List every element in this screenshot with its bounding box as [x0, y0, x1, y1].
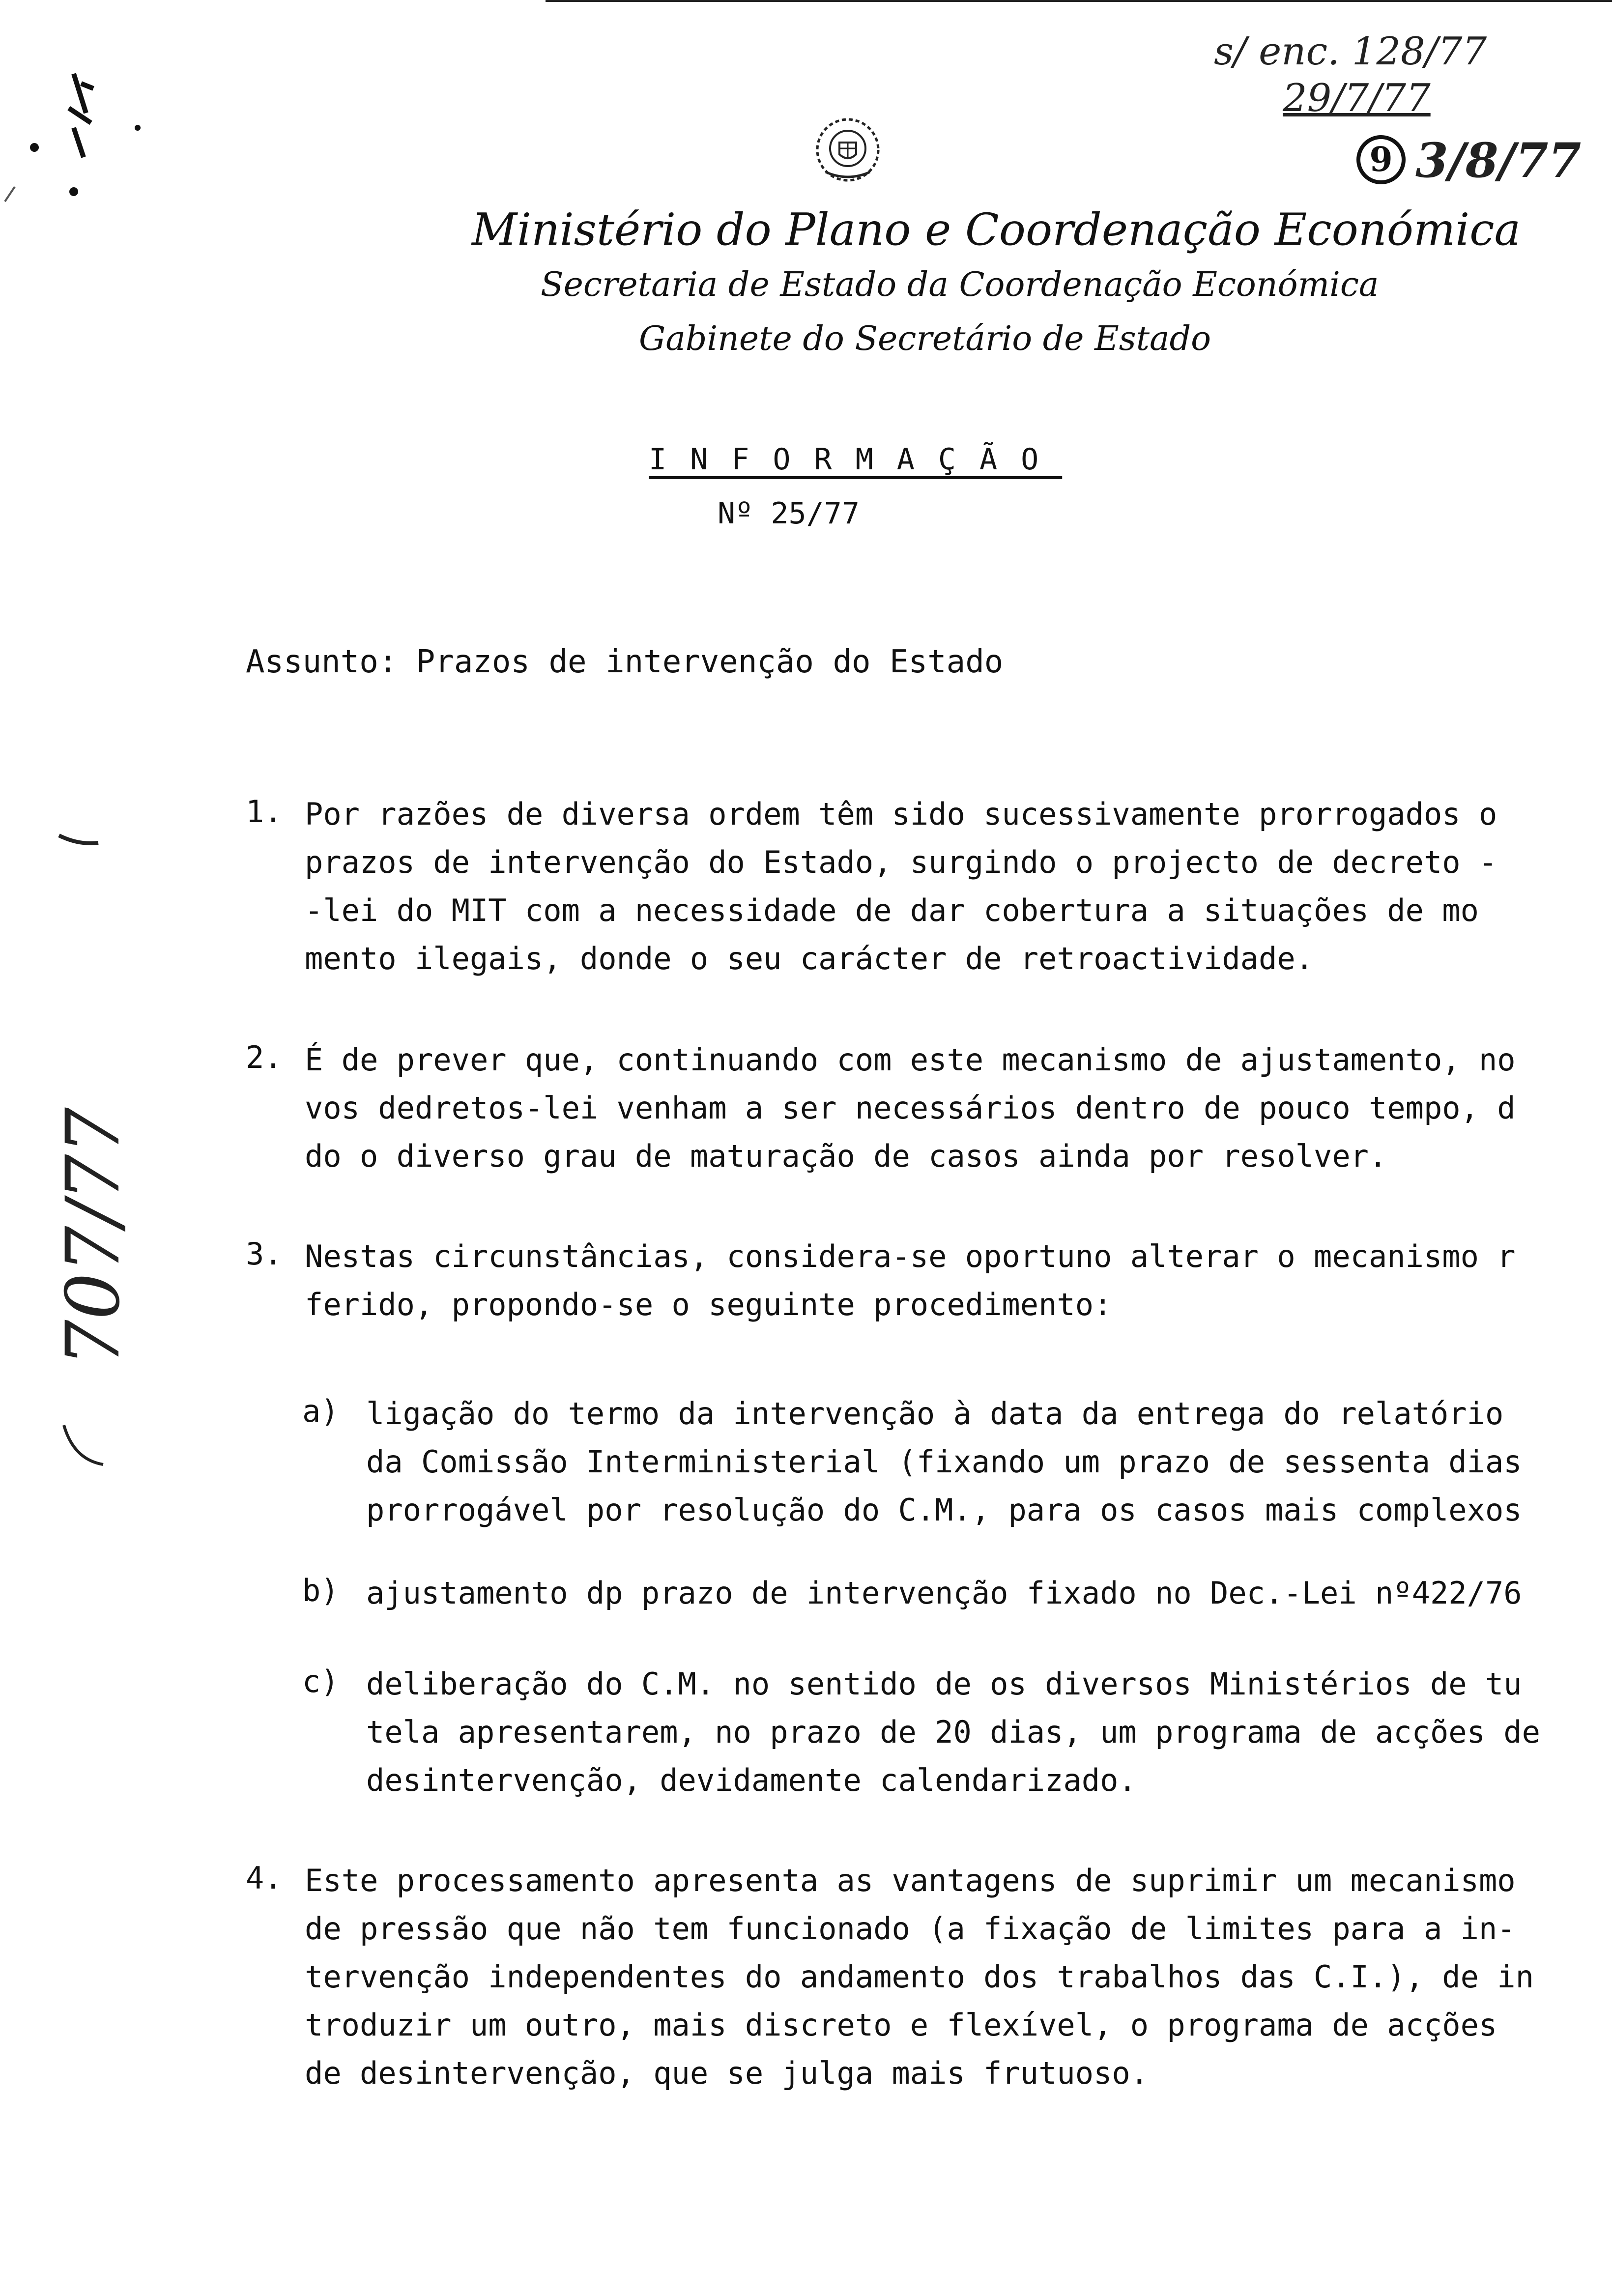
document-title: INFORMAÇÃO [649, 442, 1063, 477]
coat-of-arms-seal [811, 113, 885, 187]
letterhead-cabinet: Gabinete do Secretário de Estado [639, 319, 1211, 358]
paragraph-2-line: vos dedretos-lei venham a ser necessários dentro de pouco tempo, d [305, 1090, 1516, 1126]
scan-edge-marks [0, 0, 147, 206]
subitem-a-line: prorrogável por resolução do C.M., para os casos mais complexos [366, 1492, 1522, 1528]
paragraph-3-number: 3. [246, 1236, 283, 1272]
letterhead-secretariat: Secretaria de Estado da Coordenação Económica [541, 265, 1379, 304]
paragraph-1-line: prazos de intervenção do Estado, surgindo o projecto de decreto - [305, 844, 1497, 880]
subitem-c-line: desintervenção, devidamente calendarizado. [366, 1762, 1137, 1798]
paragraph-4 [305, 1857, 1534, 2097]
subitem-c-line: tela apresentarem, no prazo de 20 dias, um programa de acções de [366, 1714, 1540, 1750]
paragraph-1-line: Por razões de diversa ordem têm sido sucessivamente prorrogados o [305, 796, 1497, 832]
subitem-c [366, 1660, 1540, 1805]
subitem-a-line: da Comissão Interministerial (fixando um prazo de sessenta dias [366, 1444, 1522, 1480]
letterhead-ministry: Ministério do Plano e Coordenação Económica [472, 204, 1521, 256]
paragraph-1-number: 1. [246, 794, 283, 830]
paragraph-4-line: Este processamento apresenta as vantagens de suprimir um mecanismo [305, 1863, 1516, 1898]
paragraph-2-line: do o diverso grau de maturação de casos ainda por resolver. [305, 1138, 1387, 1174]
paragraph-1-line: -lei do MIT com a necessidade de dar cobertura a situações de mo [305, 892, 1479, 928]
paragraph-4-line: tervenção independentes do andamento dos trabalhos das C.I.), de in [305, 1959, 1534, 1995]
paragraph-2-line: É de prever que, continuando com este mecanismo de ajustamento, no [305, 1042, 1516, 1078]
subitem-b-line: ajustamento dp prazo de intervenção fixado no Dec.-Lei nº422/76 [366, 1575, 1522, 1611]
paragraph-2 [305, 1036, 1516, 1180]
circled-number: 9 [1356, 135, 1406, 184]
subitem-a [366, 1390, 1522, 1534]
margin-dash-mark [54, 831, 103, 850]
handwritten-date: 29/7/77 [1283, 76, 1431, 120]
subitem-b [366, 1569, 1522, 1617]
subitem-b-label: b) [302, 1573, 339, 1608]
handwritten-stamp-date: 3/8/77 [1415, 133, 1582, 188]
paragraph-1 [305, 790, 1497, 983]
subitem-c-line: deliberação do C.M. no sentido de os diversos Ministérios de tu [366, 1666, 1522, 1702]
subitem-a-line: ligação do termo da intervenção à data da entrega do relatório [366, 1396, 1504, 1432]
margin-handwritten-number: 707/77 [51, 1107, 136, 1367]
paragraph-3-line: Nestas circunstâncias, considera-se oportuno alterar o mecanismo r [305, 1238, 1516, 1274]
document-number: Nº 25/77 [718, 496, 860, 531]
top-border-rule [546, 0, 1612, 2]
paragraph-4-line: de pressão que não tem funcionado (a fixação de limites para a in- [305, 1911, 1516, 1947]
subitem-c-label: c) [302, 1664, 339, 1699]
margin-bracket-mark [54, 1415, 113, 1474]
paragraph-3-line: ferido, propondo-se o seguinte procedimento: [305, 1287, 1112, 1322]
paragraph-4-number: 4. [246, 1860, 283, 1896]
paragraph-4-line: de desintervenção, que se julga mais frutuoso. [305, 2055, 1149, 2091]
subject-line: Assunto: Prazos de intervenção do Estado [246, 644, 1004, 680]
paragraph-1-line: mento ilegais, donde o seu carácter de retroactividade. [305, 941, 1314, 976]
paragraph-4-line: troduzir um outro, mais discreto e flexível, o programa de acções [305, 2007, 1497, 2043]
paragraph-2-number: 2. [246, 1039, 283, 1075]
paragraph-3 [305, 1233, 1516, 1329]
subitem-a-label: a) [302, 1393, 339, 1429]
handwritten-reference: s/ enc. 128/77 [1214, 29, 1487, 74]
